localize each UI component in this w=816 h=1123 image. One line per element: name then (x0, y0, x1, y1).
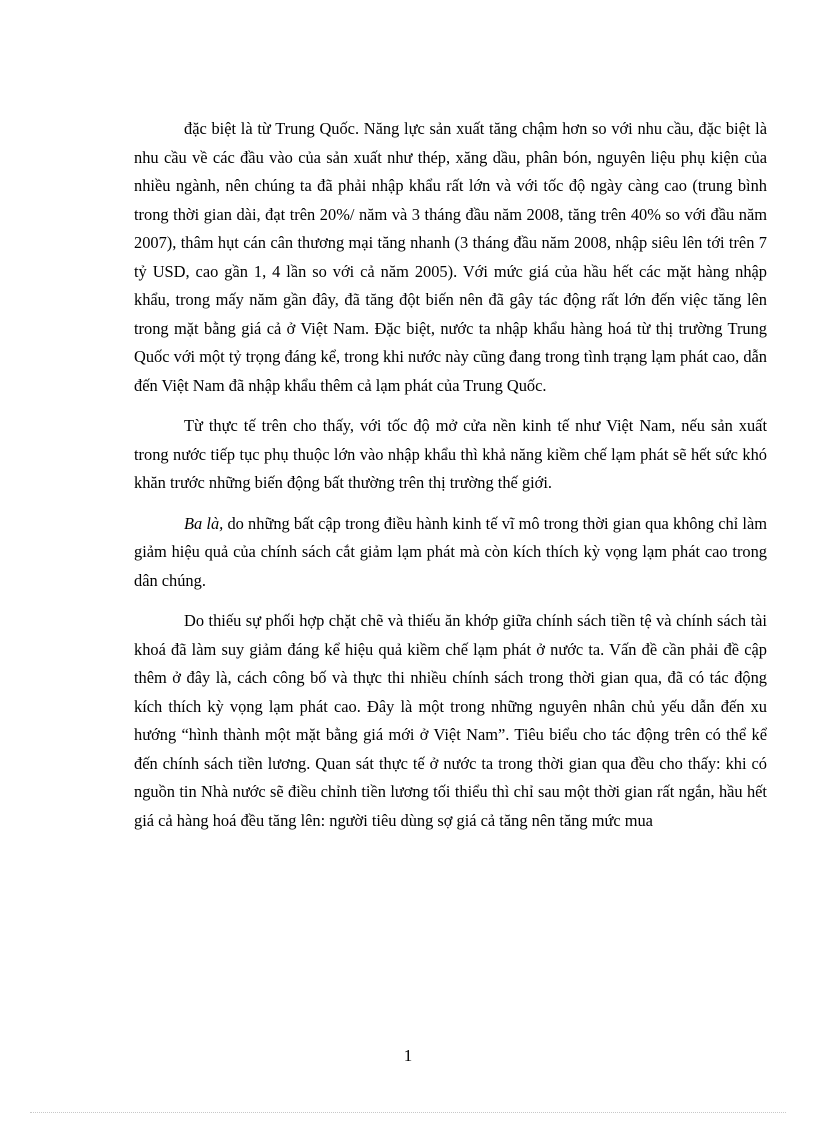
paragraph-4-text: Do thiếu sự phối hợp chặt chẽ và thiếu ăn khớp giữa chính sách tiền tệ và chính sách tài khoá đã làm suy giảm đáng kể hiệu quả kiềm chế lạm phát ở nước ta. Vấn đề cần phải đề cập thêm ở đây là, cách công bố và thực thi nhiều chính sách trong thời gian qua, đã có tác động kích thích kỳ vọng lạm phát cao. Đây là một trong những nguyên nhân chủ yếu dẫn đến xu hướng “hình thành một mặt bằng giá mới ở Việt Nam”. Tiêu biểu cho tác động trên có thể kể đến chính sách tiền lương. Quan sát thực tế ở nước ta trong thời gian qua đều cho thấy: khi có nguồn tin Nhà nước sẽ điều chỉnh tiền lương tối thiểu thì chỉ sau một thời gian rất ngắn, hầu hết giá cả hàng hoá đều tăng lên: người tiêu dùng sợ giá cả tăng nên tăng mức mua (134, 611, 767, 830)
paragraph-1-text: đặc biệt là từ Trung Quốc. Năng lực sản xuất tăng chậm hơn so với nhu cầu, đặc biệt là nhu cầu về các đầu vào của sản xuất như thép, xăng dầu, phân bón, nguyên liệu phụ kiện của nhiều ngành, nên chúng ta đã phải nhập khẩu rất lớn và với tốc độ ngày càng cao (trung bình trong thời gian dài, đạt trên 20%/ năm và 3 tháng đầu năm 2008, tăng trên 40% so với đầu năm 2007), thâm hụt cán cân thương mại tăng nhanh (3 tháng đầu năm 2008, nhập siêu lên tới trên 7 tỷ USD, cao gần 1, 4 lần so với cả năm 2005). Với mức giá của hầu hết các mặt hàng nhập khẩu, trong mấy năm gần đây, đã tăng đột biến nên đã gây tác động rất lớn đến việc tăng lên trong mặt bằng giá cả ở Việt Nam. Đặc biệt, nước ta nhập khẩu hàng hoá từ thị trường Trung Quốc với một tỷ trọng đáng kể, trong khi nước này cũng đang trong tình trạng lạm phát cao, dẫn đến Việt Nam đã nhập khẩu thêm cả lạm phát của Trung Quốc. (134, 119, 767, 395)
page-boundary-line (30, 1112, 786, 1113)
paragraph-3 (134, 510, 767, 596)
paragraph-2-text: Từ thực tế trên cho thấy, với tốc độ mở cửa nền kinh tế như Việt Nam, nếu sản xuất trong nước tiếp tục phụ thuộc lớn vào nhập khẩu thì khả năng kiềm chế lạm phát sẽ hết sức khó khăn trước những biến động bất thường trên thị trường thế giới. (134, 416, 767, 492)
paragraph-4 (134, 607, 767, 835)
paragraph-2 (134, 412, 767, 498)
page-number: 1 (403, 1046, 413, 1065)
paragraph-3-lead: Ba là, (184, 513, 224, 533)
paragraph-3-text: do những bất cập trong điều hành kinh tế vĩ mô trong thời gian qua không chỉ làm giảm hiệu quả của chính sách cắt giảm lạm phát mà còn kích thích kỳ vọng lạm phát cao trong dân chúng. (134, 513, 767, 590)
body-text (134, 115, 767, 835)
paragraph-1 (134, 115, 767, 400)
